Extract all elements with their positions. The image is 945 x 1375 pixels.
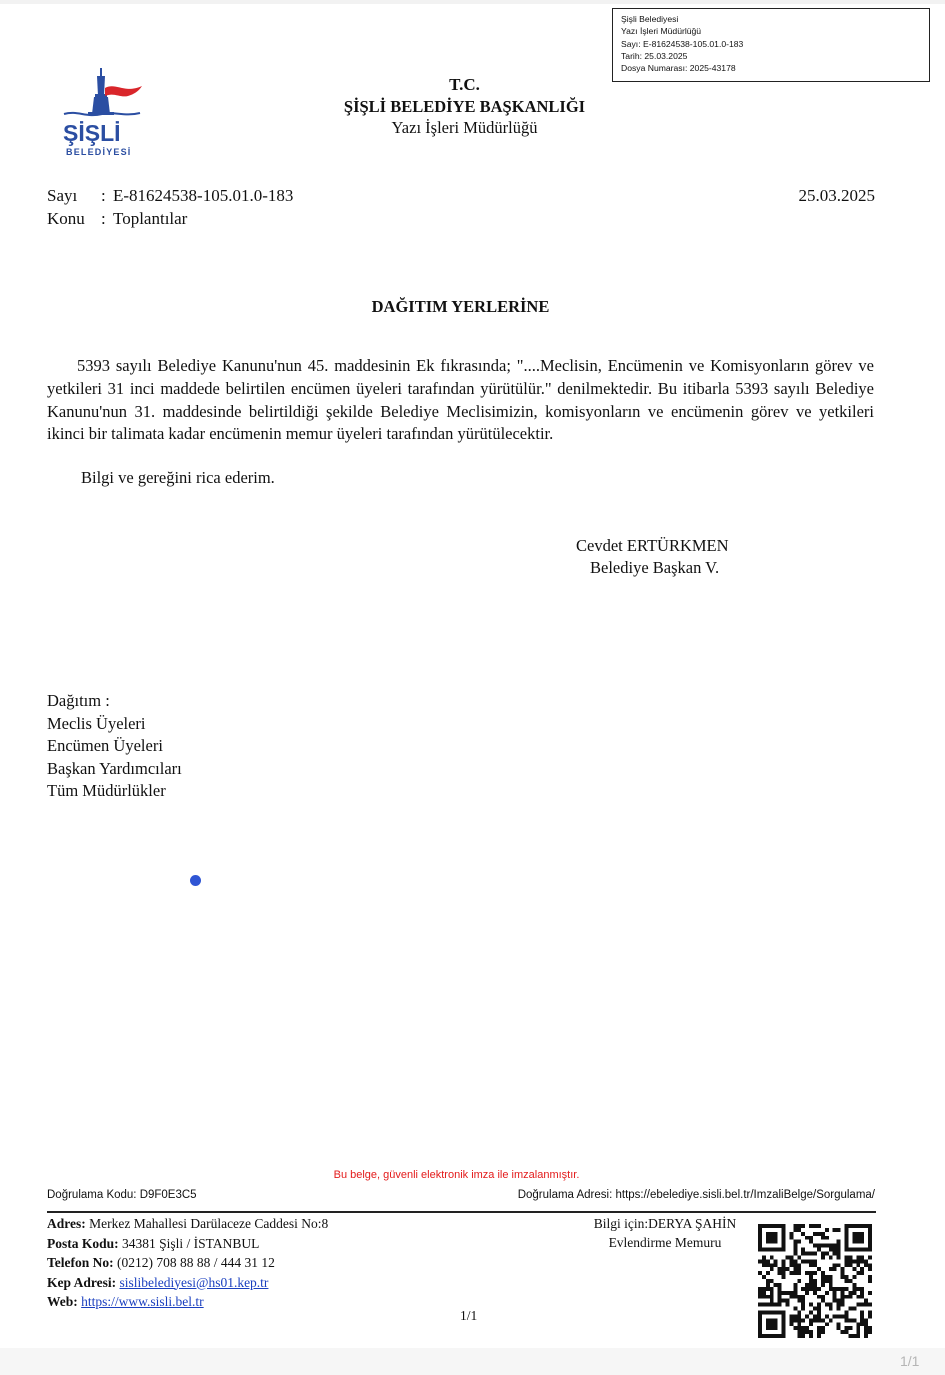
viewer-bottom-bar	[0, 1348, 945, 1375]
postal-value: 34381 Şişli / İSTANBUL	[122, 1235, 260, 1251]
signatory-name: Cevdet ERTÜRKMEN	[576, 536, 729, 555]
konu-separator: :	[101, 209, 106, 228]
distribution-list	[47, 690, 182, 803]
stamp-line: Şişli Belediyesi	[621, 14, 679, 24]
contact-block	[47, 1214, 328, 1312]
blue-marker-dot	[190, 875, 201, 886]
kep-link[interactable]: sislibelediyesi@hs01.kep.tr	[119, 1274, 269, 1290]
header-tc: T.C.	[449, 75, 480, 94]
qr-code-icon	[758, 1224, 872, 1338]
viewer-page-indicator: 1/1	[900, 1353, 920, 1369]
stamp-line: Tarih: 25.03.2025	[621, 50, 688, 61]
website-link[interactable]: https://www.sisli.bel.tr	[81, 1294, 204, 1309]
phone-value: (0212) 708 88 88 / 444 31 12	[117, 1255, 275, 1270]
sayi-value: E-81624538-105.01.0-183	[113, 186, 294, 205]
header-institution: ŞİŞLİ BELEDİYE BAŞKANLIĞI	[343, 97, 586, 116]
web-label: Web:	[47, 1294, 78, 1309]
closing-line: Bilgi ve gereğini rica ederim.	[81, 468, 275, 487]
letter-body	[47, 355, 874, 446]
info-contact-title: Evlendirme Memuru	[608, 1235, 722, 1250]
header-department: Yazı İşleri Müdürlüğü	[391, 118, 538, 137]
logo-text: ŞİŞLİ	[63, 120, 121, 146]
info-contact	[577, 1214, 753, 1252]
page-top-edge	[0, 0, 945, 4]
postal-label: Posta Kodu:	[47, 1235, 119, 1251]
addressee-heading: DAĞITIM YERLERİNE	[371, 297, 550, 316]
signatory-title: Belediye Başkan V.	[590, 558, 720, 577]
sayi-label: Sayı	[47, 186, 78, 205]
stamp-line: Sayı: E-81624538-105.01.0-183	[621, 38, 744, 49]
verification-address: Doğrulama Adresi: https://ebelediye.sisli.bel.tr/ImzaliBelge/Sorgulama/	[517, 1189, 875, 1201]
address-value: Merkez Mahallesi Darülaceze Caddesi No:8	[89, 1216, 329, 1231]
esign-notice: Bu belge, güvenli elektronik imza ile imzalanmıştır.	[333, 1169, 580, 1181]
sayi-separator: :	[101, 186, 106, 205]
distribution-item: Encümen Üyeleri	[47, 736, 163, 755]
distribution-item: Meclis Üyeleri	[47, 713, 146, 733]
kep-label: Kep Adresi:	[47, 1274, 117, 1290]
address-label: Adres:	[47, 1216, 86, 1231]
document-date: 25.03.2025	[798, 186, 875, 205]
logo-subtext: BELEDİYESİ	[66, 147, 132, 157]
konu-value: Toplantılar	[113, 209, 188, 228]
distribution-item: Tüm Müdürlükler	[47, 781, 166, 800]
distribution-heading: Dağıtım :	[47, 691, 110, 710]
stamp-line: Dosya Numarası: 2025-43178	[621, 63, 736, 74]
body-paragraph: 5393 sayılı Belediye Kanunu'nun 45. maddesinin Ek fıkrasında; "....Meclisin, Encümenin ve Komisyonların görev ve yetkileri 31 inci maddede belirtilen encümen üyeleri tarafından yürütülür." denilmektedir. Bu itibarla 5393 sayılı Belediye Kanunu'nun 31. maddesinde belirtildiği şekilde Belediye Meclisimizin, komisyonların ve encümenin görev ve yetkileri ikinci bir talimata kadar encümenin memur üyeleri tarafından yürütülecektir.	[47, 356, 874, 444]
page-number: 1/1	[460, 1308, 478, 1323]
footer-divider	[47, 1211, 876, 1213]
verification-code: Doğrulama Kodu: D9F0E3C5	[47, 1189, 197, 1201]
konu-label: Konu	[47, 209, 85, 228]
info-contact-name: Bilgi için:DERYA ŞAHİN	[593, 1216, 737, 1231]
document-stamp-box	[612, 8, 930, 82]
phone-label: Telefon No:	[47, 1255, 114, 1270]
stamp-line: Yazı İşleri Müdürlüğü	[621, 26, 702, 37]
distribution-item: Başkan Yardımcıları	[47, 758, 182, 778]
